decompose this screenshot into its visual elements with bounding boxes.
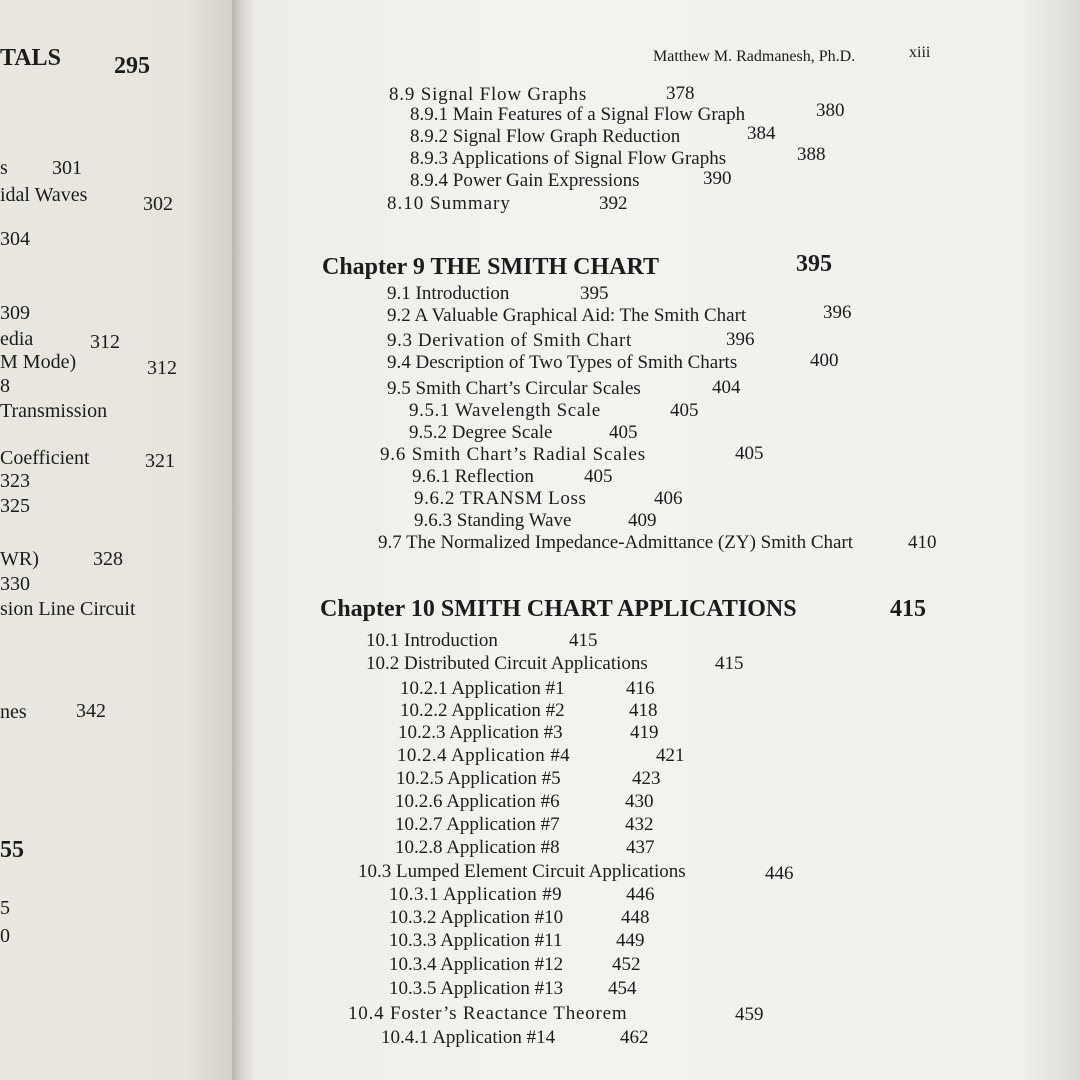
left-fragment-page: 312 [147,357,177,379]
left-fragment-page: 321 [145,450,175,472]
toc-entry-label: 8.9 Signal Flow Graphs [389,84,588,105]
left-fragment: Coefficient [0,447,90,469]
toc-entry-page: 380 [816,100,845,121]
toc-entry-page: 406 [654,488,683,509]
toc-entry-label: 10.3.3 Application #11 [389,930,563,951]
toc-entry-page: 405 [735,443,764,464]
toc-entry-label: 9.2 A Valuable Graphical Aid: The Smith Chart [387,305,747,326]
toc-entry-page: 410 [908,532,937,553]
toc-entry-page: 384 [747,123,776,144]
left-fragment-page: 295 [114,53,150,79]
chapter-9-title: Chapter 9 THE SMITH CHART [322,254,659,280]
toc-entry-label: 10.2.4 Application #4 [397,745,571,766]
toc-entry-label: 10.2.1 Application #1 [400,678,565,699]
left-fragment: Transmission [0,400,108,422]
left-fragment: 309 [0,302,30,324]
toc-entry-page: 396 [726,329,755,350]
chapter-9-page: 395 [796,251,832,277]
left-fragment-page: 302 [143,193,173,215]
toc-entry-label: 9.7 The Normalized Impedance-Admittance (ZY) Smith Chart [378,532,854,553]
toc-entry-label: 8.9.2 Signal Flow Graph Reduction [410,126,681,147]
toc-entry-page: 409 [628,510,657,531]
left-fragment: s [0,157,8,179]
toc-entry-label: 8.9.4 Power Gain Expressions [410,170,640,191]
toc-entry-label: 9.1 Introduction [387,283,510,304]
toc-entry-page: 416 [626,678,655,699]
page-edge-shadow [1020,0,1080,1080]
toc-entry-page: 418 [629,700,658,721]
toc-entry-page: 405 [609,422,638,443]
toc-entry-label: 9.5.1 Wavelength Scale [409,400,601,421]
toc-entry-label: 9.6.2 TRANSM Loss [414,488,587,509]
toc-entry-label: 10.2 Distributed Circuit Applications [366,653,648,674]
toc-entry-label: 10.3 Lumped Element Circuit Applications [358,861,686,882]
left-page [0,0,232,1080]
running-header-author: Matthew M. Radmanesh, Ph.D. [653,48,856,65]
toc-entry-page: 415 [569,630,598,651]
toc-entry-label: 9.4 Description of Two Types of Smith Charts [387,352,738,373]
toc-entry-page: 388 [797,144,826,165]
toc-entry-label: 10.2.3 Application #3 [398,722,563,743]
left-fragment: 0 [0,925,10,947]
toc-entry-page: 448 [621,907,650,928]
toc-entry-page: 437 [626,837,655,858]
left-fragment-page: 328 [93,548,123,570]
toc-entry-label: 9.5.2 Degree Scale [409,422,553,443]
toc-entry-page: 419 [630,722,659,743]
toc-entry-label: 10.2.5 Application #5 [396,768,561,789]
toc-entry-label: 10.4 Foster’s Reactance Theorem [348,1003,628,1024]
left-fragment: edia [0,328,34,350]
left-fragment: nes [0,701,27,723]
toc-entry-label: 10.4.1 Application #14 [381,1027,556,1048]
toc-entry-page: 452 [612,954,641,975]
toc-entry-label: 10.2.6 Application #6 [395,791,560,812]
left-fragment: WR) [0,548,39,570]
toc-entry-page: 404 [712,377,741,398]
toc-entry-page: 446 [765,863,794,884]
left-fragment: 330 [0,573,30,595]
toc-entry-page: 400 [810,350,839,371]
toc-entry-label: 10.2.8 Application #8 [395,837,560,858]
toc-entry-page: 459 [735,1004,764,1025]
toc-entry-page: 432 [625,814,654,835]
left-fragment: 325 [0,495,30,517]
left-fragment: 55 [0,837,24,863]
toc-entry-page: 462 [620,1027,649,1048]
toc-entry-label: 9.5 Smith Chart’s Circular Scales [387,378,641,399]
toc-entry-label: 10.3.2 Application #10 [389,907,564,928]
toc-entry-page: 449 [616,930,645,951]
toc-entry-label: 8.9.1 Main Features of a Signal Flow Graph [410,104,746,125]
left-fragment-title: TALS [0,45,61,71]
toc-entry-page: 423 [632,768,661,789]
toc-entry-page: 415 [715,653,744,674]
toc-entry-page: 421 [656,745,685,766]
toc-entry-page: 446 [626,884,655,905]
toc-entry-page: 454 [608,978,637,999]
left-fragment: 323 [0,470,30,492]
chapter-10-title: Chapter 10 SMITH CHART APPLICATIONS [320,596,797,622]
left-fragment: 5 [0,897,10,919]
left-fragment: sion Line Circuit [0,598,136,620]
toc-entry-label: 10.1 Introduction [366,630,498,651]
toc-entry-label: 8.9.3 Applications of Signal Flow Graphs [410,148,727,169]
running-header-page-numeral: xiii [909,44,931,61]
toc-entry-label: 9.6.3 Standing Wave [414,510,572,531]
left-fragment: 304 [0,228,30,250]
toc-entry-label: 10.3.4 Application #12 [389,954,564,975]
toc-entry-page: 395 [580,283,609,304]
toc-entry-page: 392 [599,193,628,214]
toc-entry-label: 10.2.2 Application #2 [400,700,565,721]
toc-entry-label: 9.6 Smith Chart’s Radial Scales [380,444,646,465]
left-fragment: 8 [0,375,10,397]
right-page [256,0,1080,1080]
toc-entry-page: 390 [703,168,732,189]
left-fragment-page: 342 [76,700,106,722]
toc-entry-page: 396 [823,302,852,323]
toc-entry-label: 8.10 Summary [387,193,511,214]
toc-entry-label: 10.3.5 Application #13 [389,978,564,999]
toc-entry-label: 10.2.7 Application #7 [395,814,560,835]
toc-entry-label: 10.3.1 Application #9 [389,884,563,905]
toc-entry-label: 9.6.1 Reflection [412,466,534,487]
toc-entry-page: 405 [584,466,613,487]
left-fragment: M Mode) [0,351,77,373]
toc-entry-label: 9.3 Derivation of Smith Chart [387,330,632,351]
toc-entry-page: 405 [670,400,699,421]
left-fragment: idal Waves [0,184,88,206]
left-fragment-page: 312 [90,331,120,353]
chapter-10-page: 415 [890,596,926,622]
book-gutter [232,0,256,1080]
toc-entry-page: 430 [625,791,654,812]
left-fragment-page: 301 [52,157,82,179]
toc-entry-page: 378 [666,83,695,104]
